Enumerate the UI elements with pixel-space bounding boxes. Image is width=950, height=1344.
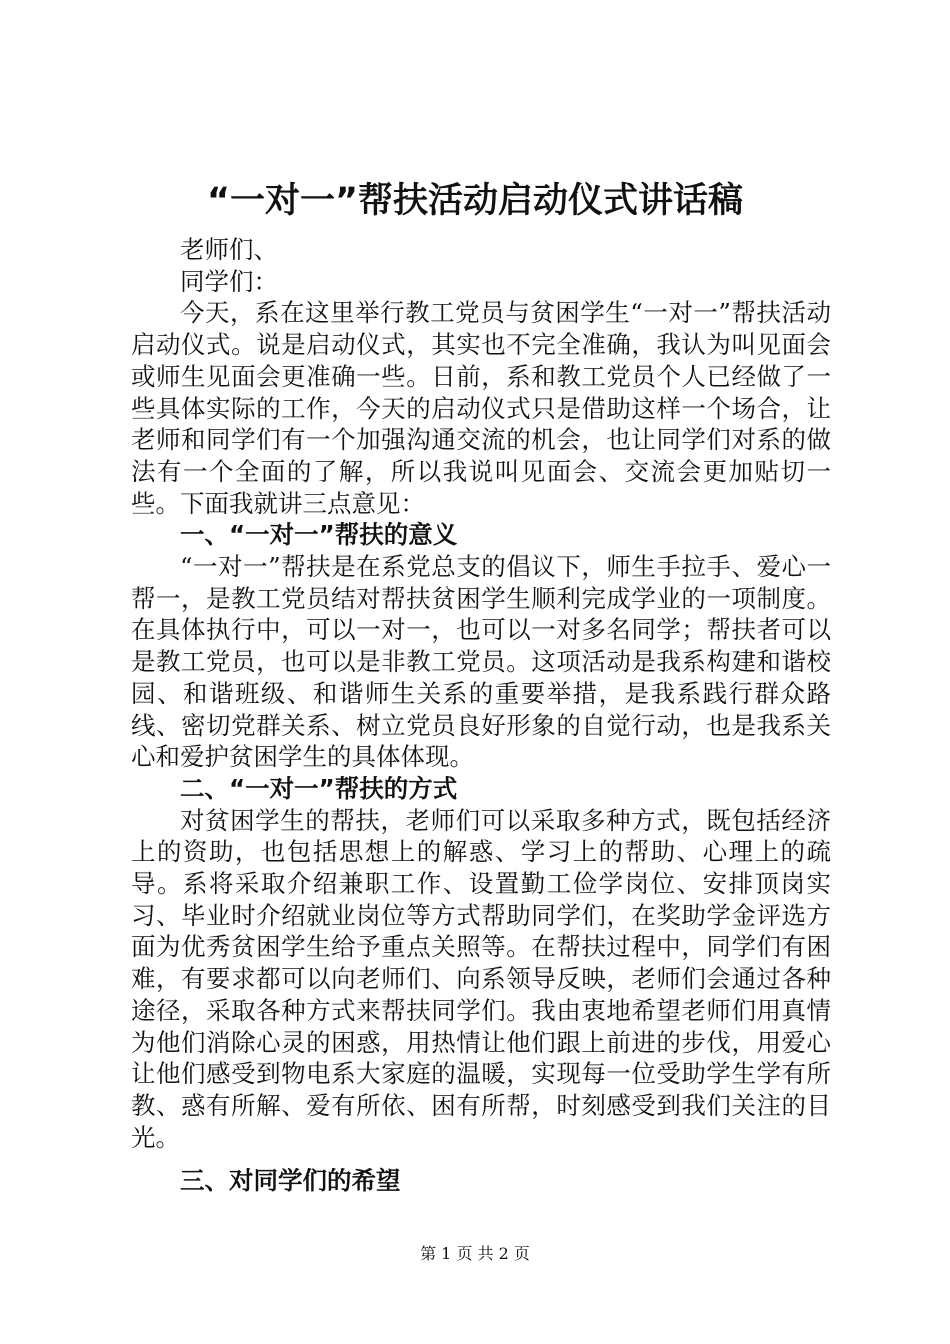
document-body [131, 234, 831, 1197]
section-2-paragraph: 对贫困学生的帮扶，老师们可以采取多种方式，既包括经济上的资助，也包括思想上的解惑、学习上的帮助、心理上的疏导。系将采取介绍兼职工作、设置勤工俭学岗位、安排顶岗实习、毕业时介绍就业岗位等方式帮助同学们，在奖助学金评选方面为优秀贫困学生给予重点关照等。在帮扶过程中，同学们有困难，有要求都可以向老师们、向系领导反映，老师们会通过各种途径，采取各种方式来帮扶同学们。我由衷地希望老师们用真情为他们消除心灵的困惑，用热情让他们跟上前进的步伐，用爱心让他们感受到物电系大家庭的温暖，实现每一位受助学生学有所教、惑有所解、爱有所依、困有所帮，时刻感受到我们关注的目光。 [131, 805, 831, 1152]
section-1-heading: 一、“一对一”帮扶的意义 [180, 520, 458, 550]
page-footer: 第 1 页 共 2 页 [420, 1244, 530, 1263]
section-3-heading: 三、对同学们的希望 [180, 1166, 401, 1196]
section-2-heading: 二、“一对一”帮扶的方式 [180, 773, 458, 803]
salutation-students: 同学们： [180, 266, 278, 296]
document-title: “一对一”帮扶活动启动仪式讲话稿 [206, 181, 743, 221]
salutation-teachers: 老师们、 [180, 235, 278, 264]
section-1-paragraph: “一对一”帮扶是在系党总支的倡议下，师生手拉手、爱心一帮一，是教工党员结对帮扶贫困学生顺利完成学业的一项制度。在具体执行中，可以一对一，也可以一对多名同学；帮扶者可以是教工党员，也可以是非教工党员。这项活动是我系构建和谐校园、和谐班级、和谐师生关系的重要举措，是我系践行群众路线、密切党群关系、树立党员良好形象的自觉行动，也是我系关心和爱护贫困学生的具体体现。 [131, 552, 831, 772]
intro-paragraph: 今天，系在这里举行教工党员与贫困学生“一对一”帮扶活动启动仪式。说是启动仪式，其实也不完全准确，我认为叫见面会或师生见面会更准确一些。日前，系和教工党员个人已经做了一些具体实际的工作，今天的启动仪式只是借助这样一个场合，让老师和同学们有一个加强沟通交流的机会，也让同学们对系的做法有一个全面的了解，所以我说叫见面会、交流会更加贴切一些。下面我就讲三点意见： [131, 298, 831, 518]
